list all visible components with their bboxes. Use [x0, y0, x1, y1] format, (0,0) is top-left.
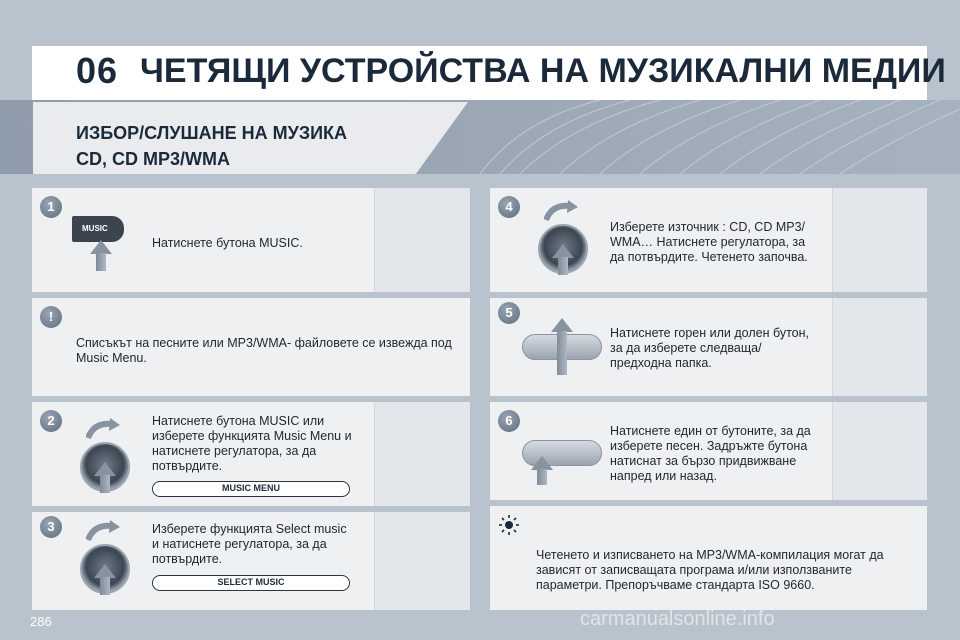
chapter-number: 06: [76, 50, 119, 91]
step-1-text: Натиснете бутона MUSIC.: [152, 236, 303, 250]
radio-illustration: [832, 188, 927, 292]
press-arrow-shaft: [96, 253, 106, 271]
radio-illustration: [832, 298, 927, 396]
up-arrow-icon: [551, 318, 573, 332]
press-arrow-shaft: [558, 257, 568, 275]
watermark: carmanualsonline.info: [580, 608, 775, 630]
press-arrow-icon: [94, 462, 116, 476]
page-title: ЧЕТЯЩИ УСТРОЙСТВА НА МУЗИКАЛНИ МЕДИИ: [140, 52, 946, 90]
step-3-text: Изберете функцията Select music и натиснете регулатора, за да потвърдите.: [152, 522, 347, 566]
press-arrow-shaft: [100, 577, 110, 595]
rotate-arrow-icon: [86, 418, 122, 440]
tip-text: Четенето и изписването на MP3/WMA-компилация могат да зависят от записващата програма и/или използваните параметри. Препоръчваме стандарта ISO 9660.: [536, 548, 884, 592]
step-4-number: 4: [498, 196, 520, 218]
step-5-number: 5: [498, 302, 520, 324]
press-arrow-icon: [552, 244, 574, 258]
radio-illustration: [374, 188, 470, 292]
press-arrow-shaft: [100, 475, 110, 493]
press-arrow-shaft: [537, 469, 547, 485]
radio-illustration: [374, 512, 470, 610]
music-menu-label: MUSIC MENU: [152, 481, 350, 497]
warning-text: Списъкът на песните или MP3/WMA- файловете се извежда под Music Menu.: [76, 336, 452, 365]
step-4-text: Изберете източник : CD, CD MP3/ WMA… Натиснете регулатора, за да потвърдите. Четенето започва.: [610, 220, 808, 264]
press-arrow-icon: [531, 456, 553, 470]
section-subtitle: [76, 120, 347, 172]
step-5-text: Натиснете горен или долен бутон, за да изберете следваща/ предходна папка.: [610, 326, 809, 370]
rotate-arrow-icon: [86, 520, 122, 542]
lightbulb-icon: [498, 514, 520, 536]
rotate-arrow-icon: [544, 200, 580, 222]
step-1-number: 1: [40, 196, 62, 218]
step-2-text: Натиснете бутона MUSIC или изберете функцията Music Menu и натиснете регулатора, за да потвърдите.: [152, 414, 352, 473]
select-music-label: SELECT MUSIC: [152, 575, 350, 591]
warning-icon: !: [40, 306, 62, 328]
subtitle-line-2: CD, CD MP3/WMA: [76, 149, 230, 169]
page-number: 286: [30, 614, 52, 629]
press-arrow-icon: [90, 240, 112, 254]
step-3-number: 3: [40, 516, 62, 538]
radio-illustration: [374, 402, 470, 506]
updown-arrow-shaft: [557, 331, 567, 375]
step-6-text: Натиснете един от бутоните, за да изберете песен. Задръжте бутона натиснат за бързо придвижване напред или назад.: [610, 424, 811, 483]
step-2-number: 2: [40, 410, 62, 432]
subtitle-line-1: ИЗБОР/СЛУШАНЕ НА МУЗИКА: [76, 123, 348, 143]
music-button: MUSIC: [72, 216, 124, 242]
step-6-number: 6: [498, 410, 520, 432]
press-arrow-icon: [94, 564, 116, 578]
radio-illustration: [832, 402, 927, 500]
